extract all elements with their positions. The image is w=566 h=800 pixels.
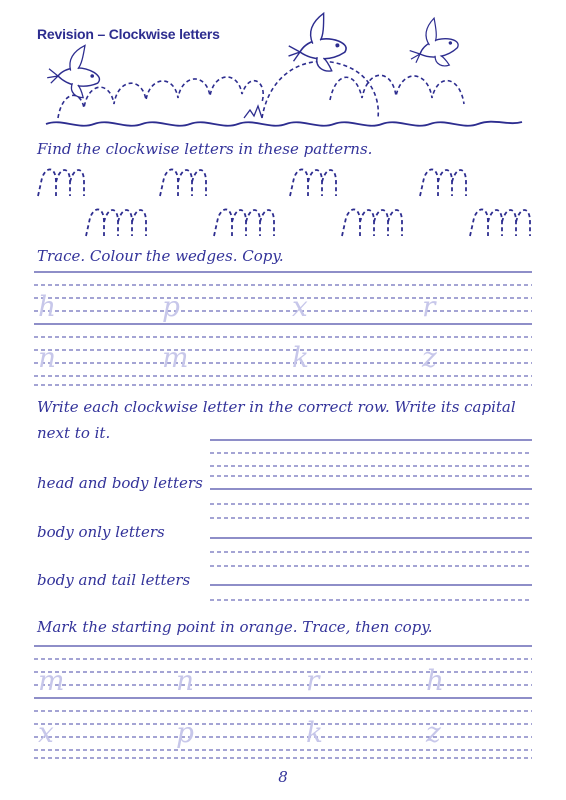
- instruction-find-letters: Find the clockwise letters in these patterns.: [37, 140, 373, 158]
- trace-letter: x: [38, 716, 54, 749]
- flying-fish-icon: [401, 13, 464, 76]
- ruled-lines-section3: [210, 440, 532, 600]
- dotted-pattern-m: [38, 169, 84, 196]
- page-number: 8: [278, 768, 288, 786]
- flying-fish-icon: [282, 11, 349, 78]
- trace-letter: k: [292, 341, 309, 374]
- trace-letter: z: [422, 341, 437, 374]
- dotted-pattern-m: [290, 169, 336, 196]
- trace-letter: m: [38, 664, 65, 697]
- dotted-pattern-m: [86, 209, 146, 236]
- instruction-write-letters-cont: next to it.: [37, 424, 111, 442]
- dotted-wave-pattern: [58, 75, 464, 118]
- row-label-head-body: head and body letters: [37, 474, 203, 492]
- instruction-trace-copy: Trace. Colour the wedges. Copy.: [37, 247, 284, 265]
- dotted-pattern-m: [160, 169, 206, 196]
- instruction-write-letters: Write each clockwise letter in the correct row. Write its capital: [37, 398, 516, 416]
- trace-letter: n: [176, 664, 195, 697]
- dotted-pattern-m: [342, 209, 402, 236]
- header-illustration: [46, 11, 522, 126]
- trace-letter: h: [426, 664, 445, 697]
- ruled-lines-section4: [34, 646, 532, 758]
- trace-letter: k: [306, 716, 323, 749]
- pattern-block: [38, 169, 530, 236]
- page-title: Revision – Clockwise letters: [37, 26, 220, 42]
- trace-letter: r: [422, 290, 436, 323]
- wave-icon: [46, 122, 522, 126]
- trace-letter: m: [162, 341, 189, 374]
- row-label-body-tail: body and tail letters: [37, 571, 191, 589]
- dotted-pattern-m: [470, 209, 530, 236]
- trace-letter: n: [38, 341, 57, 374]
- dotted-pattern-m: [214, 209, 274, 236]
- row-label-body-only: body only letters: [37, 523, 165, 541]
- instruction-mark-start: Mark the starting point in orange. Trace, then copy.: [37, 618, 433, 636]
- dotted-pattern-m: [420, 169, 466, 196]
- trace-letter: h: [38, 290, 57, 323]
- trace-letter: p: [162, 290, 180, 323]
- ruled-lines-section2: [34, 272, 532, 385]
- trace-letter: r: [306, 664, 320, 697]
- trace-letter: z: [426, 716, 441, 749]
- whale-hump: [262, 61, 378, 118]
- trace-letter: p: [176, 716, 194, 749]
- flying-fish-icon: [47, 45, 99, 97]
- trace-letter: x: [292, 290, 308, 323]
